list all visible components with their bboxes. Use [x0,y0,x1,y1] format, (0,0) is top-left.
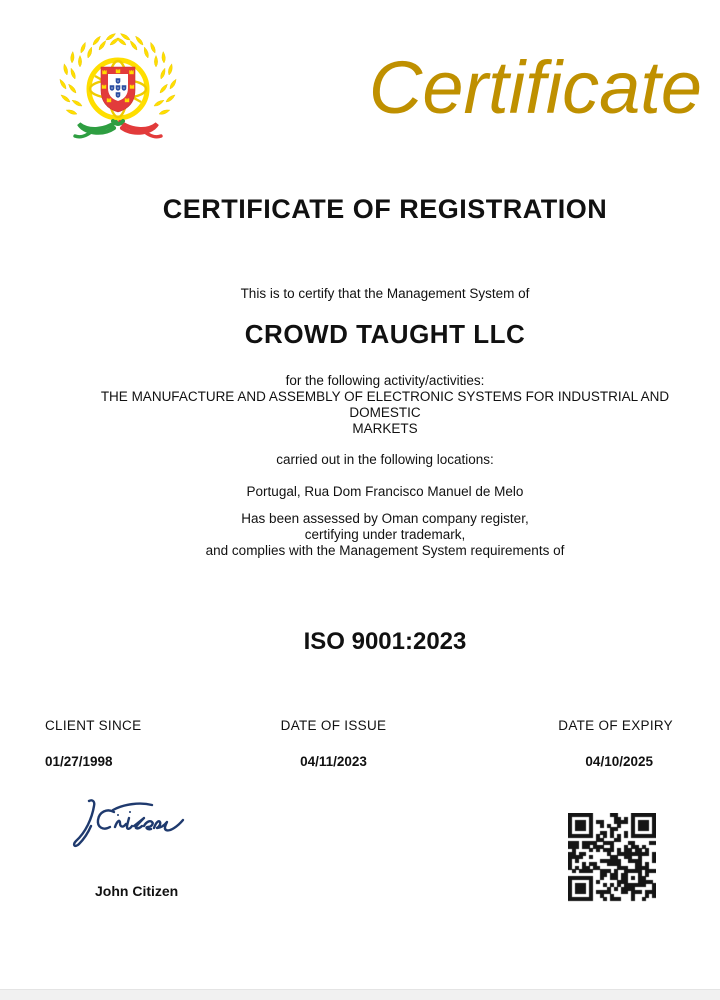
date-of-expiry-label: DATE OF EXPIRY [558,718,673,733]
assessed-line: Has been assessed by Oman company register, [241,511,529,526]
assessed-line: certifying under trademark, [304,527,466,542]
qr-code-icon [568,813,656,903]
date-of-issue-column [237,718,430,769]
standard-name: ISO 9001:2023 [303,628,467,655]
activity-intro: for the following activity/activities: [285,373,485,388]
assessed-line: and complies with the Management System requirements of [205,543,565,558]
date-of-expiry-value: 04/10/2025 [585,754,653,769]
activity-line: DOMESTIC [349,405,421,420]
page-title: CERTIFICATE OF REGISTRATION [162,194,608,224]
signature-icon [68,793,200,855]
date-of-issue-label: DATE OF ISSUE [280,718,387,733]
date-of-expiry-column [455,718,673,769]
company-name: CROWD TAUGHT LLC [244,319,526,349]
client-since-value: 01/27/1998 [45,754,113,769]
signatory-name: John Citizen [95,883,179,899]
activity-line: MARKETS [352,421,418,436]
certify-line: This is to certify that the Management System of [240,286,530,301]
dates-table [45,718,673,769]
viewer-bottom-bar [0,989,720,1000]
client-since-label: CLIENT SINCE [45,718,142,733]
certificate-banner: Certificate [368,46,702,129]
activity-description [50,389,720,437]
location-line: Portugal, Rua Dom Francisco Manuel de Melo [246,484,524,499]
locations-intro: carried out in the following locations: [276,452,494,467]
activity-line: THE MANUFACTURE AND ASSEMBLY OF ELECTRONIC SYSTEMS FOR INDUSTRIAL AND [100,389,670,404]
assessment-statement [50,511,720,559]
client-since-column [45,718,212,769]
date-of-issue-value: 04/11/2023 [300,754,367,769]
